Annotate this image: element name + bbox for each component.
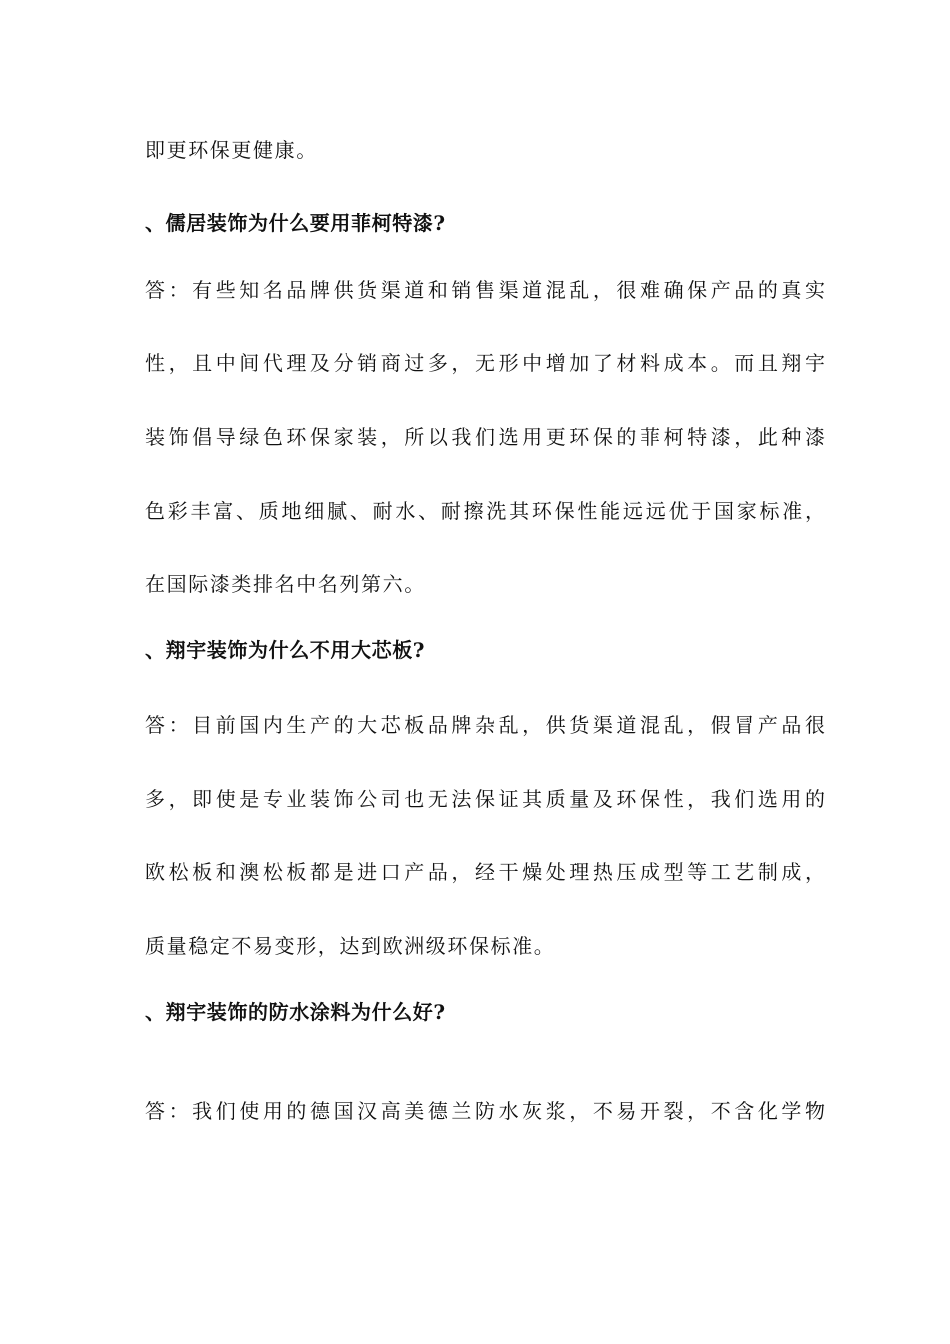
- answer-1-line-4: 色彩丰富、质地细腻、耐水、耐擦洗其环保性能远远优于国家标准，: [145, 499, 825, 523]
- answer-1-line-3: 装饰倡导绿色环保家装，所以我们选用更环保的菲柯特漆，此种漆: [145, 425, 825, 449]
- question-heading-2: 、翔宇装饰为什么不用大芯板?: [145, 638, 426, 662]
- answer-2-line-4: 质量稳定不易变形，达到欧洲级环保标准。: [145, 934, 556, 958]
- answer-2-line-1: 答：目前国内生产的大芯板品牌杂乱，供货渠道混乱，假冒产品很: [145, 713, 825, 737]
- question-heading-1: 、儒居装饰为什么要用菲柯特漆?: [145, 211, 446, 235]
- answer-2-line-3: 欧松板和澳松板都是进口产品，经干燥处理热压成型等工艺制成，: [145, 860, 825, 884]
- answer-1-line-5: 在国际漆类排名中名列第六。: [145, 572, 426, 596]
- paragraph-continuation-line: 即更环保更健康。: [145, 138, 318, 162]
- answer-2-line-2: 多，即使是专业装饰公司也无法保证其质量及环保性，我们选用的: [145, 787, 825, 811]
- answer-1-line-1: 答：有些知名品牌供货渠道和销售渠道混乱，很难确保产品的真实: [145, 278, 825, 302]
- answer-1-line-2: 性，且中间代理及分销商过多，无形中增加了材料成本。而且翔宇: [145, 351, 825, 375]
- question-heading-3: 、翔宇装饰的防水涂料为什么好?: [145, 1000, 446, 1024]
- answer-3-line-1: 答：我们使用的德国汉高美德兰防水灰浆，不易开裂，不含化学物: [145, 1099, 825, 1123]
